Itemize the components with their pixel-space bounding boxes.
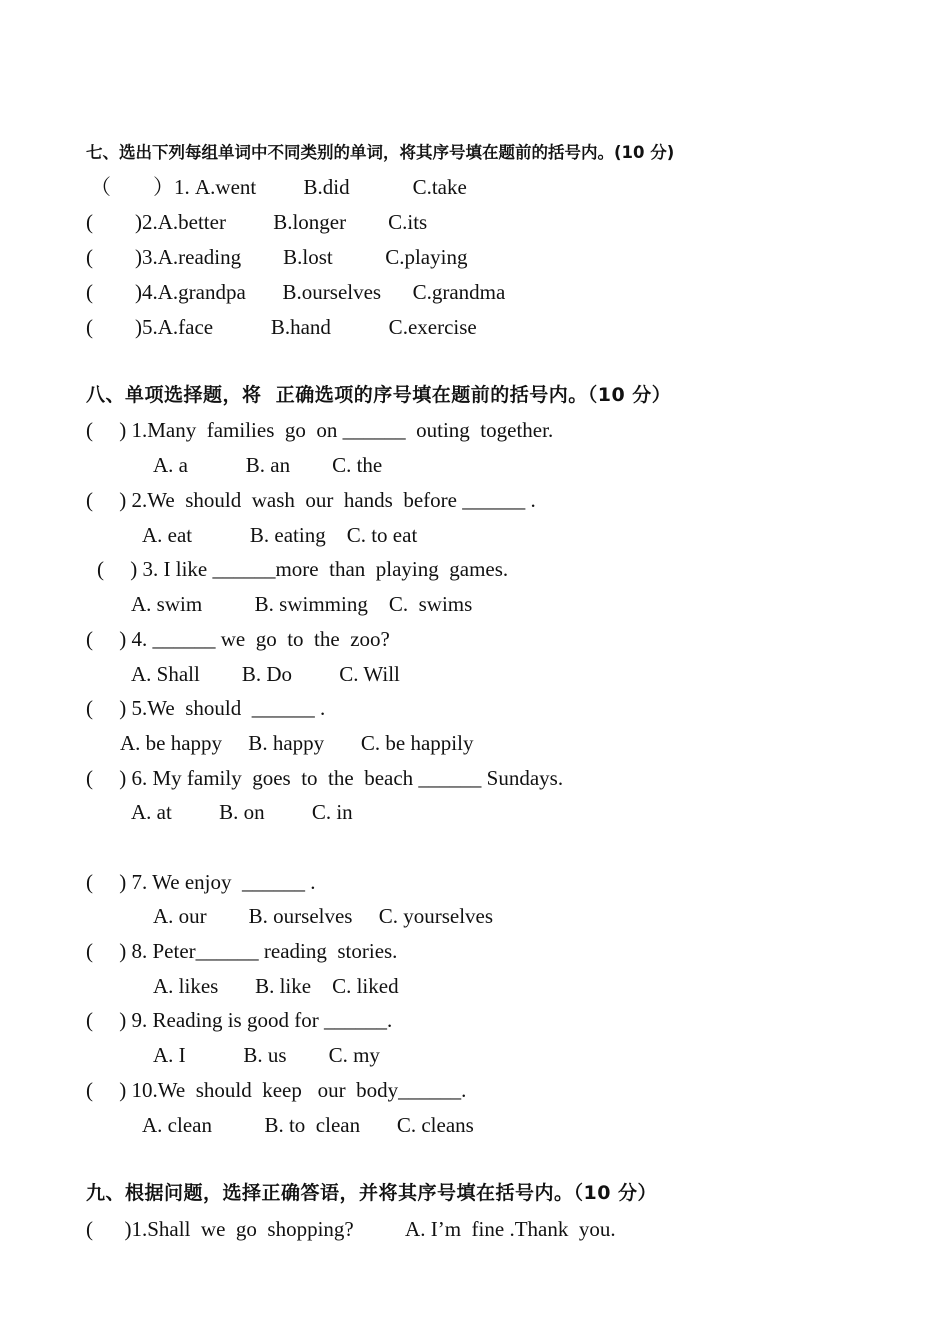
section-8-question-4: ( ) 4. ______ we go to the zoo? xyxy=(86,627,390,651)
section-8-options-9: A. I B. us C. my xyxy=(153,1043,380,1067)
section-9-question-1: ( )1.Shall we go shopping? A. I’m fine .Thank you. xyxy=(86,1217,616,1241)
section-8-question-3: ( ) 3. I like ______more than playing games. xyxy=(97,557,509,581)
section-8-question-5: ( ) 5.We should ______ . xyxy=(86,696,326,720)
section-7-item-4: ( )4.A.grandpa B.ourselves C.grandma xyxy=(86,280,506,304)
section-8-options-6: A. at B. on C. in xyxy=(131,800,353,824)
section-8-question-9: ( ) 9. Reading is good for ______. xyxy=(86,1008,393,1032)
section-8-question-2: ( ) 2.We should wash our hands before ______ . xyxy=(86,488,536,512)
section-8-options-2: A. eat B. eating C. to eat xyxy=(142,523,418,547)
section-8-question-6: ( ) 6. My family goes to the beach ______ Sundays. xyxy=(86,766,564,790)
section-7-item-2: ( )2.A.better B.longer C.its xyxy=(86,210,428,234)
section-8-options-4: A. Shall B. Do C. Will xyxy=(131,662,400,686)
section-8-question-10: ( ) 10.We should keep our body______. xyxy=(86,1078,467,1102)
section-9-heading: 九、根据问题，选择正确答语，并将其序号填在括号内。（10 分） xyxy=(86,1182,658,1204)
section-8-options-8: A. likes B. like C. liked xyxy=(153,974,399,998)
section-8-options-3: A. swim B. swimming C. swims xyxy=(131,592,473,616)
section-8-question-1: ( ) 1.Many families go on ______ outing together. xyxy=(86,418,554,442)
section-8-options-1: A. a B. an C. the xyxy=(153,453,383,477)
section-8-options-5: A. be happy B. happy C. be happily xyxy=(120,731,474,755)
section-8-options-7: A. our B. ourselves C. yourselves xyxy=(153,904,494,928)
section-8-heading: 八、单项选择题，将 正确选项的序号填在题前的括号内。（10 分） xyxy=(86,384,672,406)
section-8-question-7: ( ) 7. We enjoy ______ . xyxy=(86,870,316,894)
section-7-item-5: ( )5.A.face B.hand C.exercise xyxy=(86,315,477,339)
section-7-item-3: ( )3.A.reading B.lost C.playing xyxy=(86,245,468,269)
section-8-question-8: ( ) 8. Peter______ reading stories. xyxy=(86,939,398,963)
section-7-item-1: （ ）1. A.went B.did C.take xyxy=(90,175,467,199)
section-8-options-10: A. clean B. to clean C. cleans xyxy=(142,1113,474,1137)
section-7-heading: 七、选出下列每组单词中不同类别的单词，将其序号填在题前的括号内。(10 分) xyxy=(86,143,675,162)
